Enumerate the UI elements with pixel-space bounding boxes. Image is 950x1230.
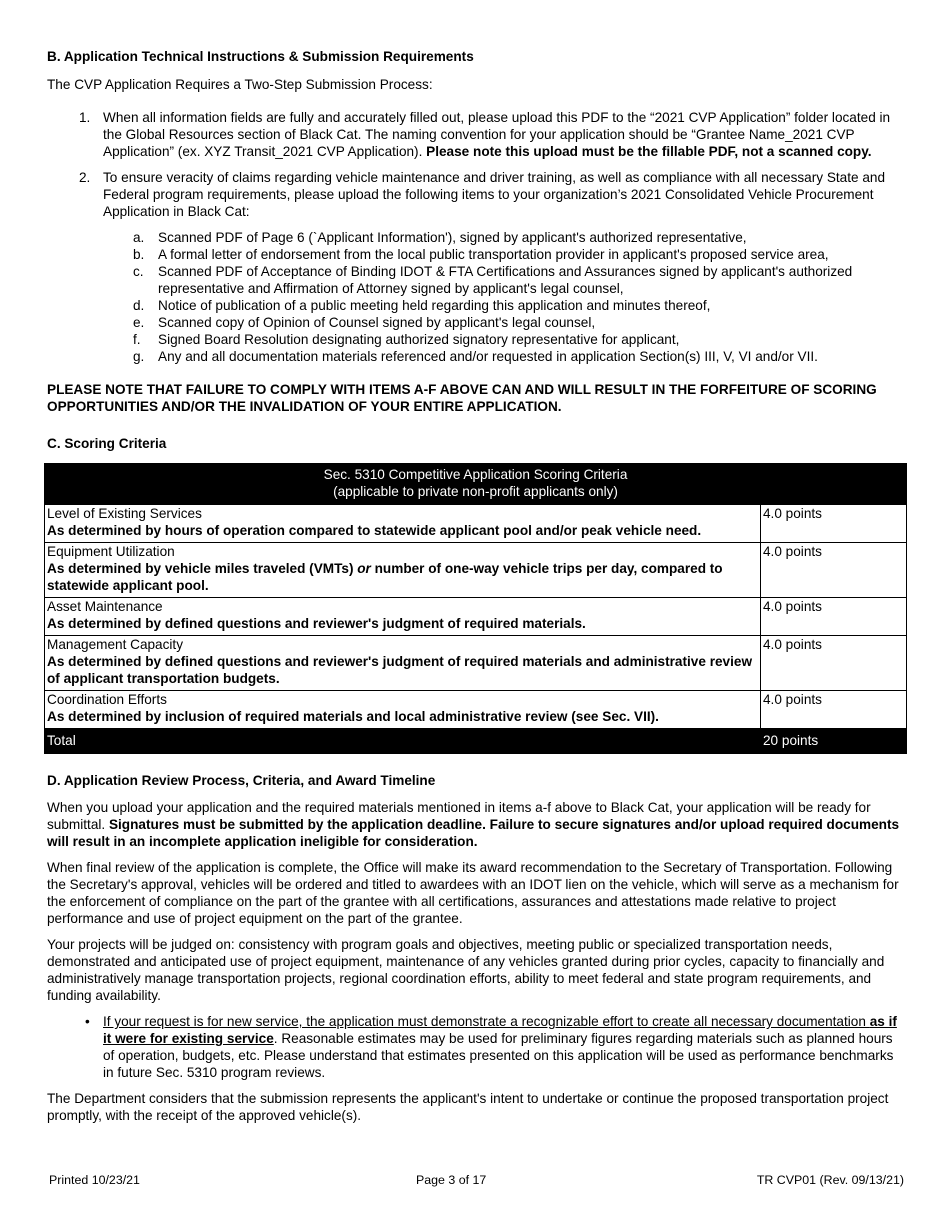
criterion-cell xyxy=(45,505,761,543)
criterion-cell xyxy=(45,691,761,729)
step-number: 2. xyxy=(79,170,91,185)
document-page xyxy=(47,48,907,1124)
table-title xyxy=(45,464,907,505)
table-row xyxy=(45,543,907,598)
item-text: Scanned copy of Opinion of Counsel signed by applicant's legal counsel, xyxy=(158,315,596,330)
criterion-description: As determined by defined questions and reviewer's judgment of required materials. xyxy=(47,616,586,631)
item-text: Scanned PDF of Page 6 (`Applicant Information'), signed by applicant's authorized representative, xyxy=(158,230,747,245)
table-header-row xyxy=(45,464,907,505)
section-b-heading: B. Application Technical Instructions & Submission Requirements xyxy=(47,49,474,64)
item-letter: e. xyxy=(133,315,145,330)
list-item xyxy=(47,348,907,365)
bullet-text: . Reasonable estimates may be used for preliminary figures regarding materials such as planned hours of operation, budgets, etc. Please understand that estimates presented on this application will be used as performance benchmarks in future Sec. 5310 program reviews. xyxy=(103,1031,894,1080)
criterion-name: Management Capacity xyxy=(47,637,184,652)
section-d-paragraph-2: When final review of the application is complete, the Office will make its award recommendation to the Secretary of Transportation. Following the Secretary's approval, vehicles will be ordered and titled to awardees with an IDOT lien on the vehicle, which will serve as a mechanism for the enforcement of compliance on the part of the grantee with all certifications, assurances and attestations made relative to project performance and use of project equipment on the part of the grantee. xyxy=(47,860,899,926)
total-points: 20 points xyxy=(761,729,907,754)
table-row xyxy=(45,505,907,543)
section-d-paragraph-1: When you upload your application and the required materials mentioned in items a-f above to Black Cat, your application will be ready for submittal. Signatures must be submitted by the application deadline. Failure to secure signatures and/or upload required documents will result in an incomplete application ineligible for consideration. xyxy=(47,800,900,849)
criterion-points: 4.0 points xyxy=(761,636,907,691)
page-number: Page 3 of 17 xyxy=(416,1173,487,1187)
list-item xyxy=(47,229,907,246)
criterion-description: As determined by inclusion of required materials and local administrative review (see Sec. VII). xyxy=(47,709,659,724)
criterion-points: 4.0 points xyxy=(761,598,907,636)
step-text: To ensure veracity of claims regarding vehicle maintenance and driver training, as well as compliance with all necessary State and Federal program requirements, please upload the following items to your organization’s 2021 Consolidated Vehicle Procurement Application in Black Cat: xyxy=(103,170,886,219)
criterion-points: 4.0 points xyxy=(761,543,907,598)
step-number: 1. xyxy=(79,110,91,125)
bullet-underlined-text: If your request is for new service, the application must demonstrate a recognizable effort to create all necessary documentation xyxy=(103,1014,870,1029)
list-item xyxy=(47,297,907,314)
criterion-points: 4.0 points xyxy=(761,505,907,543)
criterion-description: As determined by defined questions and reviewer's judgment of required materials and administrative review of applicant transportation budgets. xyxy=(47,654,753,686)
criterion-cell xyxy=(45,636,761,691)
item-text: Notice of publication of a public meeting held regarding this application and minutes thereof, xyxy=(158,298,711,313)
table-row xyxy=(45,636,907,691)
table-title-line-2: (applicable to private non-profit applicants only) xyxy=(333,484,618,499)
criterion-name: Equipment Utilization xyxy=(47,544,175,559)
scoring-criteria-table xyxy=(44,463,907,754)
required-items-list xyxy=(103,229,907,365)
table-row xyxy=(45,691,907,729)
criterion-name: Level of Existing Services xyxy=(47,506,202,521)
item-letter: c. xyxy=(133,264,144,279)
item-letter: d. xyxy=(133,298,145,313)
item-text: Signed Board Resolution designating authorized signatory representative for applicant, xyxy=(158,332,680,347)
bullet-dot: • xyxy=(85,1014,90,1029)
section-d-paragraph-4: The Department considers that the submission represents the applicant's intent to undertake or continue the proposed transportation project promptly, with the receipt of the approved vehicle(s). xyxy=(47,1091,889,1123)
item-text: Scanned PDF of Acceptance of Binding IDOT & FTA Certifications and Assurances signed by applicant's authorized representative and Affirmation of Attorney signed by applicant's legal counsel, xyxy=(158,264,853,296)
criterion-name: Coordination Efforts xyxy=(47,692,167,707)
criterion-name: Asset Maintenance xyxy=(47,599,163,614)
section-b-intro: The CVP Application Requires a Two-Step Submission Process: xyxy=(47,77,433,92)
form-number: TR CVP01 (Rev. 09/13/21) xyxy=(756,1173,904,1187)
section-d-heading: D. Application Review Process, Criteria, and Award Timeline xyxy=(47,773,436,788)
item-letter: f. xyxy=(133,332,141,347)
compliance-warning: PLEASE NOTE THAT FAILURE TO COMPLY WITH ITEMS A-F ABOVE CAN AND WILL RESULT IN THE FORFEITURE OF SCORING OPPORTUNITIES AND/OR THE INVALIDATION OF YOUR ENTIRE APPLICATION. xyxy=(47,382,877,414)
item-letter: a. xyxy=(133,230,145,245)
item-text: A formal letter of endorsement from the local public transportation provider in applicant's proposed service area, xyxy=(158,247,829,262)
item-letter: b. xyxy=(133,247,145,262)
list-item xyxy=(47,331,907,348)
step-2 xyxy=(47,169,907,365)
list-item xyxy=(47,314,907,331)
item-text: Any and all documentation materials referenced and/or requested in application Section(s) III, V, VI and/or VII. xyxy=(158,349,818,364)
criterion-points: 4.0 points xyxy=(761,691,907,729)
item-letter: g. xyxy=(133,349,145,364)
table-total-row xyxy=(45,729,907,754)
section-c-heading: C. Scoring Criteria xyxy=(47,436,167,451)
new-service-bullet xyxy=(47,1013,907,1081)
criterion-cell xyxy=(45,543,761,598)
criterion-description: As determined by hours of operation compared to statewide applicant pool and/or peak vehicle need. xyxy=(47,523,702,538)
step-text: When all information fields are fully and accurately filled out, please upload this PDF to the “2021 CVP Application” folder located in the Global Resources section of Black Cat. The naming convention for your application should be “Grantee Name_2021 CVP Application” (ex. XYZ Transit_2021 CVP Application). xyxy=(103,110,891,159)
criterion-description: As determined by vehicle miles traveled (VMTs) or number of one-way vehicle trips per day, compared to statewide applicant pool. xyxy=(47,561,723,593)
table-row xyxy=(45,598,907,636)
list-item xyxy=(47,246,907,263)
list-item xyxy=(47,263,907,297)
printed-date: Printed 10/23/21 xyxy=(49,1173,140,1187)
criterion-cell xyxy=(45,598,761,636)
step-bold-note: Please note this upload must be the fillable PDF, not a scanned copy. xyxy=(426,144,872,159)
section-d-paragraph-3: Your projects will be judged on: consistency with program goals and objectives, meeting public or specialized transportation needs, demonstrated and anticipated use of project equipment, maintenance of any vehicles granted during prior cycles, capacity to financially and administratively manage transportation projects, regional coordination efforts, ability to meet federal and state program requirements, and funding availability. xyxy=(47,937,885,1003)
submission-steps xyxy=(47,109,907,365)
bullet-underlined-bold-text: as if it were for existing service xyxy=(103,1014,897,1046)
table-title-line-1: Sec. 5310 Competitive Application Scoring Criteria xyxy=(323,467,628,482)
step-1 xyxy=(47,109,907,160)
total-label: Total xyxy=(45,729,761,754)
